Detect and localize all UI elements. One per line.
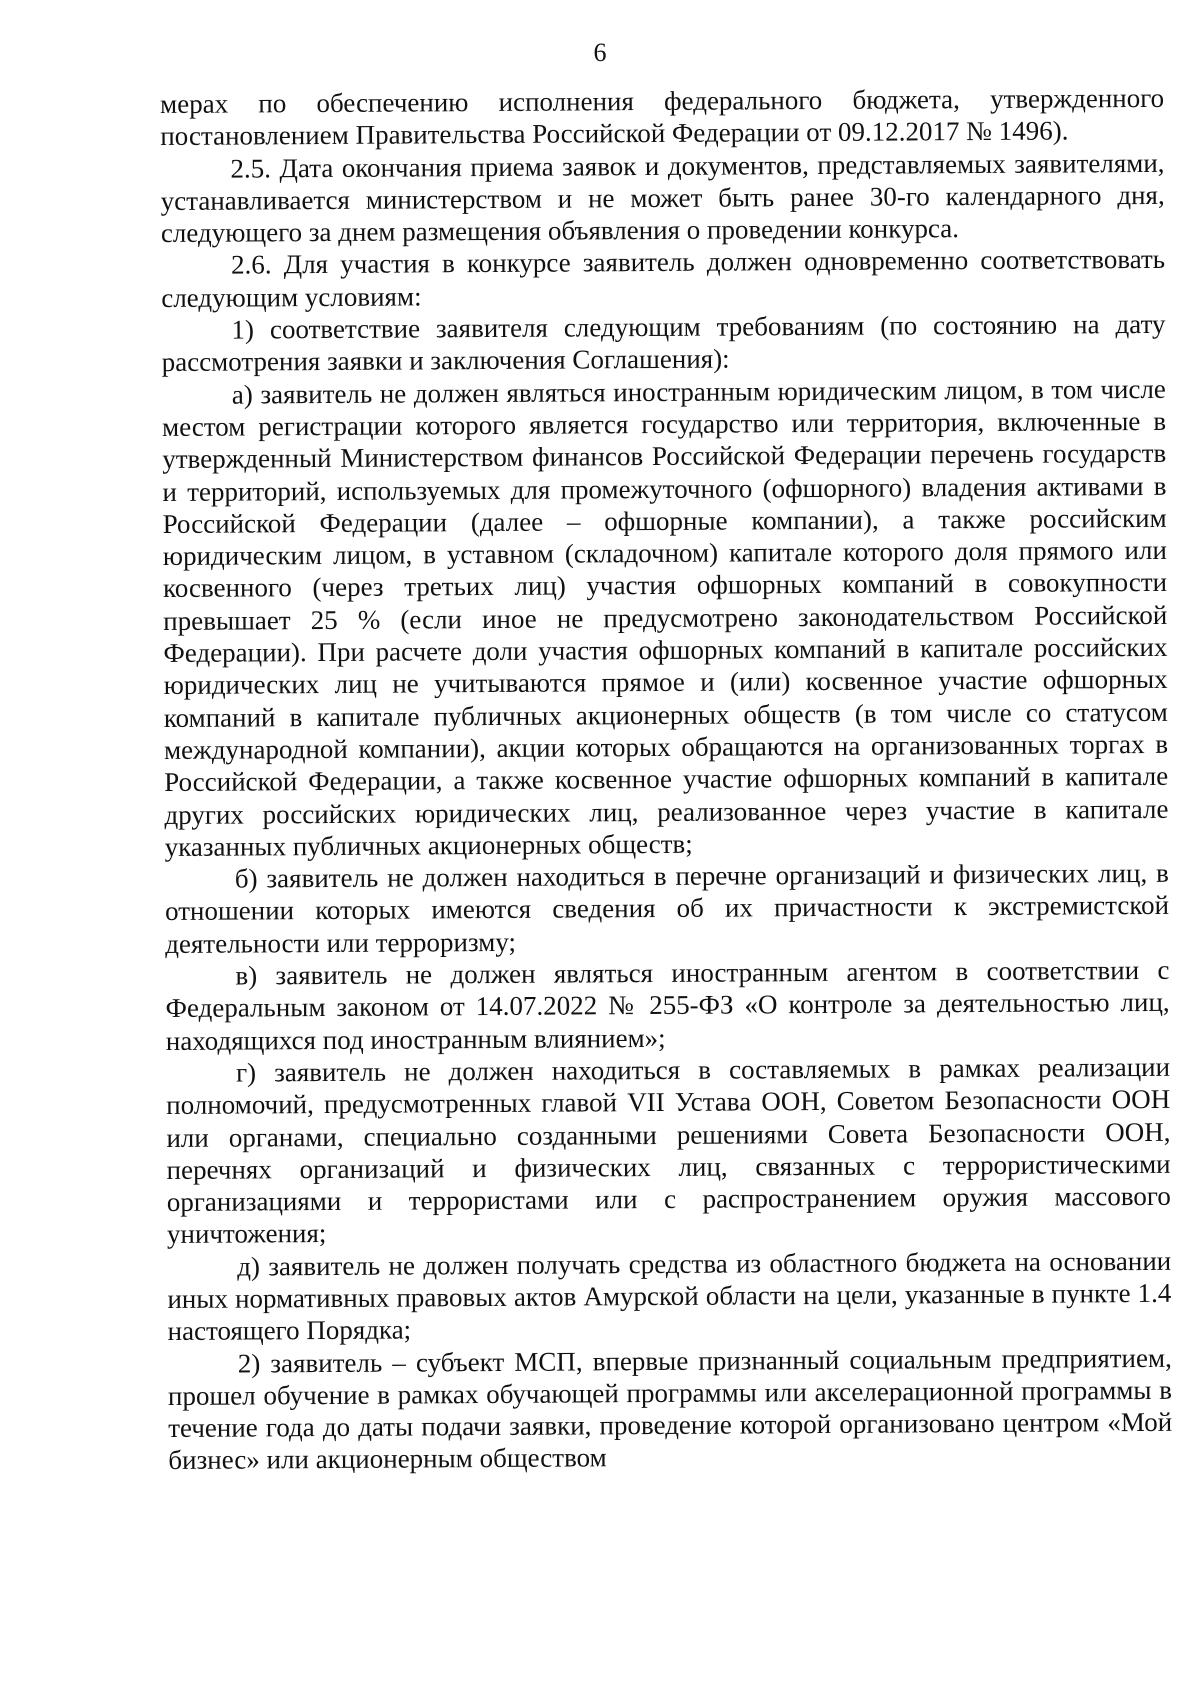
document-body	[160, 82, 1172, 1477]
list-item-1b: б) заявитель не должен находиться в перечне организаций и физических лиц, в отношении которых имеются сведения об их причастности к экстремистской деятельности или терроризму;	[164, 857, 1170, 959]
list-item-2: 2) заявитель – субъект МСП, впервые признанный социальным предприятием, прошел обучение в рамках обучающей программы или акселерационной программы в течение года до даты подачи заявки, проведение которой организовано центром «Мой бизнес» или акционерным обществом	[167, 1342, 1173, 1476]
list-item-1: 1) соответствие заявителя следующим требованиям (по состоянию на дату рассмотрения заявки и заключения Соглашения):	[161, 308, 1166, 378]
paragraph-2-5: 2.5. Дата окончания приема заявок и документов, представляемых заявителями, устанавливается министерством и не может быть ранее 30-го календарного дня, следующего за днем размещения объявления о проведении конкурса.	[160, 147, 1165, 249]
paragraph-2-6: 2.6. Для участия в конкурсе заявитель должен одновременно соответствовать следующим условиям:	[161, 244, 1166, 313]
page-number: 6	[593, 38, 607, 67]
list-item-1v: в) заявитель не должен являться иностранным агентом в соответствии с Федеральным законом от 14.07.2022 № 255-ФЗ «О контроле за деятельностью лиц, находящихся под иностранным влиянием»;	[165, 954, 1170, 1056]
list-item-1a: а) заявитель не должен являться иностранным юридическим лицом, в том числе местом регистрации которого является государство или территория, включенные в утвержденный Министерством финансов Российской Федерации перечень государств и территорий, используемых для промежуточного (офшорного) владения активами в Российской Федерации (далее – офшорные компании), а также российским юридическим лицом, в уставном (складочном) капитале которого доля прямого или косвенного (через третьих лиц) участия офшорных компаний в совокупности превышает 25 % (если иное не предусмотрено законодательством Российской Федерации). При расчете доли участия офшорных компаний в капитале российских юридических лиц не учитываются прямое и (или) косвенное участие офшорных компаний в капитале публичных акционерных обществ (в том числе со статусом международной компании), акции которых обращаются на организованных торгах в Российской Федерации, а также косвенное участие офшорных компаний в капитале других российских юридических лиц, реализованное через участие в капитале указанных публичных акционерных обществ;	[161, 373, 1169, 862]
paragraph-continuation: мерах по обеспечению исполнения федерального бюджета, утвержденного постановлением Правительства Российской Федерации от 09.12.2017 № 1496).	[160, 82, 1165, 152]
list-item-1d: д) заявитель не должен получать средства из областного бюджета на основании иных нормативных правовых актов Амурской области на цели, указанные в пункте 1.4 настоящего Порядка;	[167, 1245, 1172, 1347]
list-item-1g: г) заявитель не должен находиться в составляемых в рамках реализации полномочий, предусмотренных главой VII Устава ООН, Советом Безопасности ООН или органами, специально созданными решениями Совета Безопасности ООН, перечнях организаций и физических лиц, связанных с террористическими организациями и террористами или с распространением оружия массового уничтожения;	[166, 1051, 1171, 1250]
